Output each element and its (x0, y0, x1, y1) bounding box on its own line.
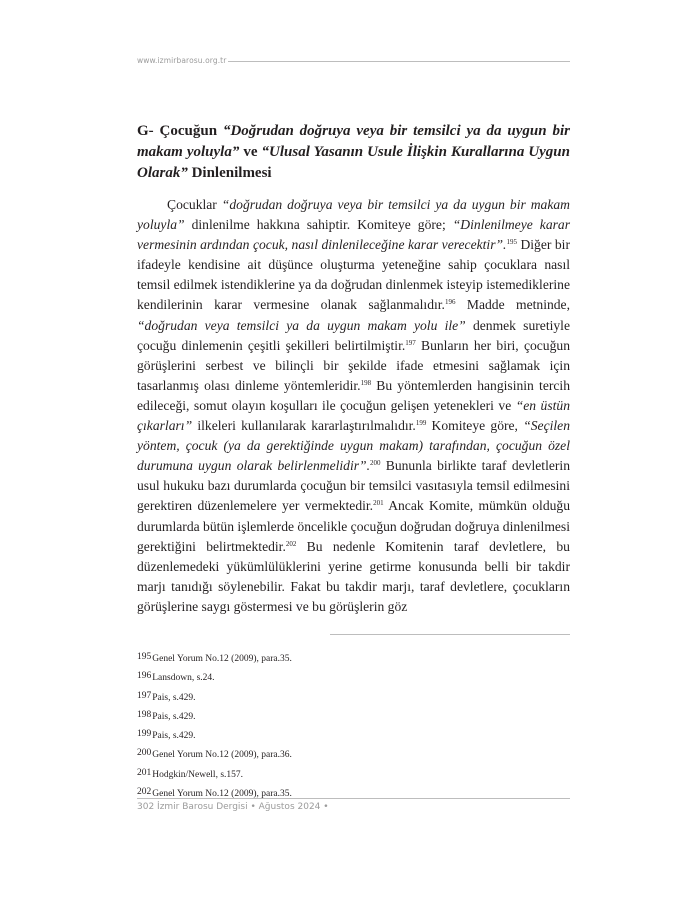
footnote-item (137, 744, 570, 763)
footnote-item (137, 764, 570, 783)
heading-prefix: G- Çocuğun (137, 123, 223, 139)
section-heading (137, 121, 570, 184)
footnote-item (137, 783, 570, 802)
quote-run: “doğrudan veya temsilci ya da uygun makam yolu ile” (137, 317, 466, 333)
footnote-text: Pais, s.429. (152, 711, 196, 722)
footnote-text: Lansdown, s.24. (152, 673, 215, 684)
footnote-ref[interactable]: 198 (360, 378, 372, 387)
footnote-item (137, 687, 570, 706)
text-run: ilkeleri kullanılarak kararlaştırılmalıdır. (192, 418, 416, 434)
text-run: Komiteye göre, (426, 418, 524, 434)
footer-rule (137, 798, 570, 799)
footnote-ref[interactable]: 195 (506, 238, 517, 247)
text-run: Ancak Komite, mümkün olduğu durumlarda bütün işlemlerde öncelikle çocuğun doğrudan doğruya dinlenilmesi gerektiğini belirtmektedir. (137, 498, 571, 554)
footnote-item (137, 706, 570, 725)
footnote-ref[interactable]: 200 (369, 459, 381, 468)
text-run: denmek suretiyle çocuğu dinlemenin çeşitli şekilleri belirtilmiştir. (137, 317, 570, 353)
footnote-ref[interactable]: 202 (285, 539, 297, 548)
header-rule (228, 61, 570, 62)
footnote-ref[interactable]: 196 (444, 298, 456, 307)
footnote-number: 200 (137, 748, 152, 759)
heading-mid: ve (239, 144, 262, 160)
text-run: Bununla birlikte taraf devletlerin usul hukuku bazı durumlarda çocuğun bir temsilci vasıtasıyla temsil edilmesini gerektiren düzenlemelere yer vermektedir. (137, 458, 570, 514)
footnote-item (137, 667, 570, 686)
text-run: Bu yöntemlerden hangisinin tercih edileceği, somut olayın koşulları ile çocuğun gelişen yetenekleri ve (137, 377, 570, 413)
text-run: Çocuklar (167, 197, 222, 212)
footnote-item (137, 648, 570, 667)
heading-italic-1: “Doğrudan doğruya veya bir temsilci ya da uygun bir makam yoluyla” (137, 123, 570, 160)
footnote-number: 199 (137, 729, 152, 740)
footnote-number: 201 (137, 767, 152, 778)
quote-run: “Dinlenilmeye karar vermesinin ardından çocuk, nasıl dinlenileceğine karar verecektir”. (137, 217, 570, 253)
footnote-number: 202 (137, 787, 152, 798)
body-text (137, 195, 570, 617)
footnote-text: Pais, s.429. (152, 731, 196, 742)
quote-run: “doğrudan doğruya veya bir temsilci ya da uygun bir makam yoluyla” (137, 197, 570, 233)
footnote-text: Pais, s.429. (152, 692, 196, 703)
footnote-number: 198 (137, 709, 152, 720)
heading-suffix: Dinlenilmesi (187, 165, 272, 181)
heading-italic-2: “Ulusal Yasanın Usule İlişkin Kurallarına Uygun Olarak” (137, 144, 570, 181)
text-run: Bunların her biri, çocuğun görüşlerini serbest ve bilinçli bir şekilde ifade etmesini sağlamak için tasarlanmış olası dinleme yöntemleridir. (137, 337, 570, 393)
footnote-number: 195 (137, 652, 152, 662)
footnote-number: 197 (137, 690, 152, 701)
footnote-text: Genel Yorum No.12 (2009), para.35. (152, 789, 292, 800)
text-run: dinlenilme hakkına sahiptir. Komiteye göre; (184, 217, 453, 233)
footnote-ref[interactable]: 197 (405, 338, 416, 347)
footnote-ref[interactable]: 199 (415, 419, 427, 428)
text-run: Bu nedenle Komitenin taraf devletlere, bu düzenlemedeki yükümlülüklerini yerine getirme konusunda belli bir takdir marjı tanıdığı söylenebilir. Fakat bu takdir marjı, taraf devletlere, çocukların görüşlerine saygı göstermesi ve bu görüşlerin göz (137, 538, 570, 614)
text-run: Diğer bir ifadeyle kendisine ait düşünce oluşturma yeteneğine sahip çocuklara nasıl temsil edilmek istendiklerine ya da doğrudan dinlenmek isteyip istemediklerine kendilerinin karar vermesine olanak sağlanmalıdır. (137, 237, 570, 313)
footnote-number: 196 (137, 671, 152, 682)
footnote-item (137, 725, 570, 744)
footnotes (137, 648, 570, 802)
quote-run: “Seçilen yöntem, çocuk (ya da gerektiğinde uygun makam) tarafından, çocuğun özel durumuna uygun olarak belirlenmelidir”. (137, 418, 570, 474)
footnote-text: Genel Yorum No.12 (2009), para.35. (152, 654, 292, 664)
body-paragraph (137, 195, 570, 617)
footnote-text: Genel Yorum No.12 (2009), para.36. (152, 750, 292, 761)
page-footer: 302 İzmir Barosu Dergisi • Ağustos 2024 • (137, 802, 329, 812)
site-url: www.izmirbarosu.org.tr (137, 56, 227, 65)
footnote-rule (330, 634, 570, 635)
footnote-ref[interactable]: 201 (373, 499, 384, 508)
footnote-text: Hodgkin/Newell, s.157. (152, 769, 244, 780)
quote-run: “en üstün çıkarları” (137, 397, 571, 434)
text-run: Madde metninde, (455, 297, 570, 313)
